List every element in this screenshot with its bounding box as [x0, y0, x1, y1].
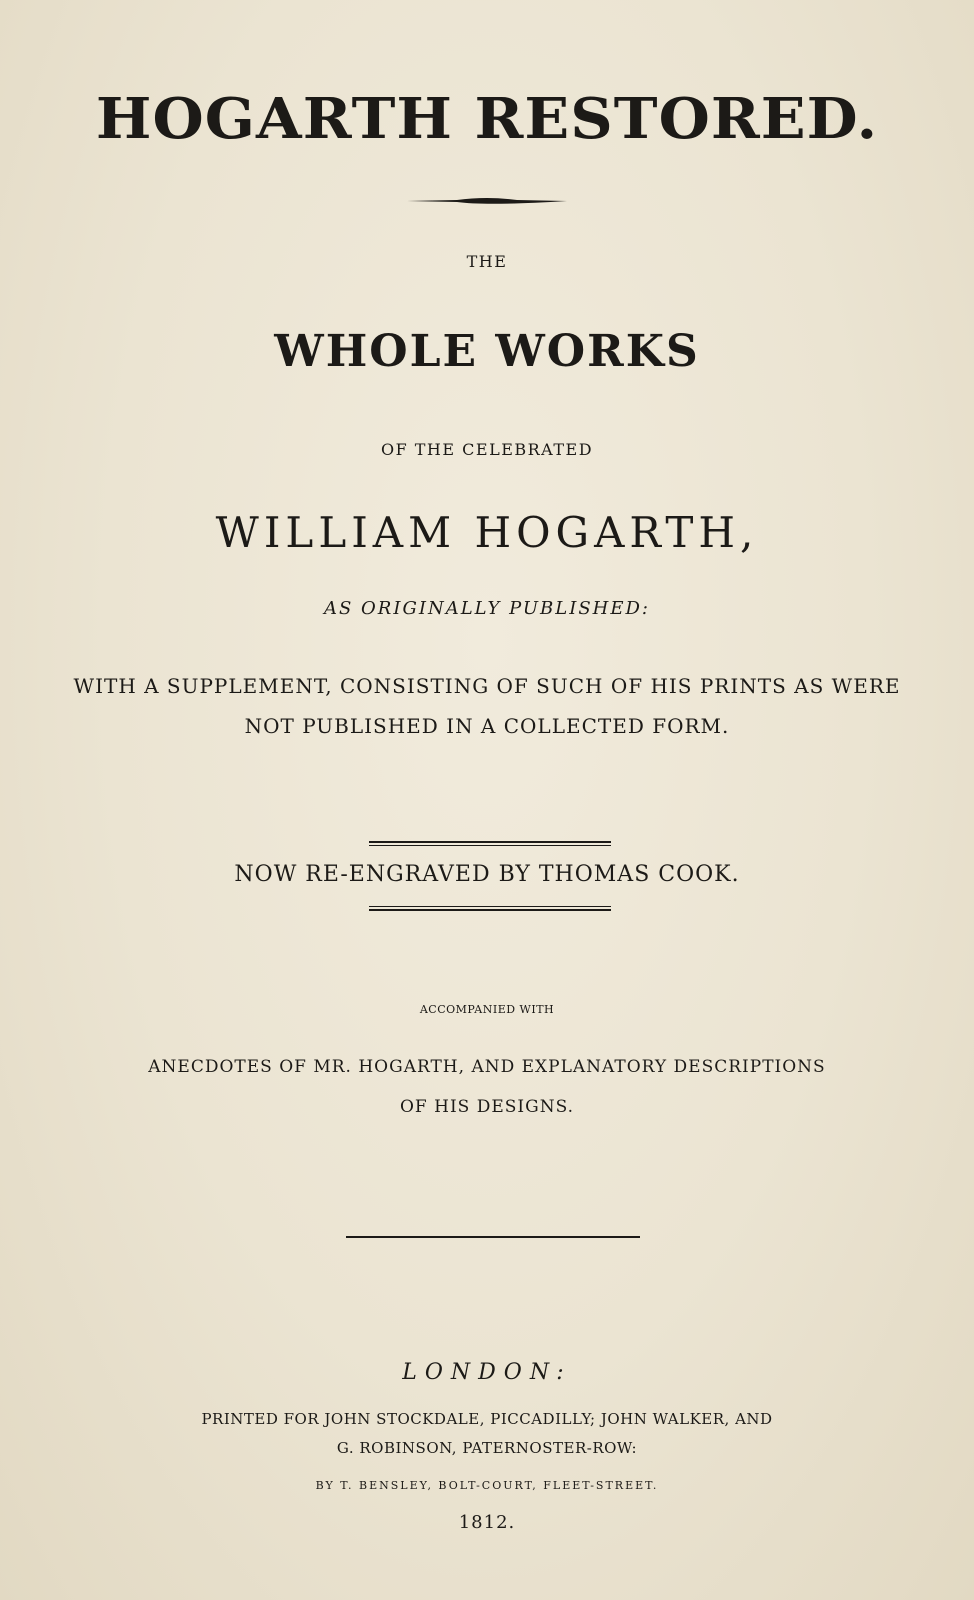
of-the-celebrated-label: OF THE CELEBRATED — [380, 440, 594, 459]
imprint-city: LONDON: — [402, 1360, 572, 1385]
accompanied-with-label: ACCOMPANIED WITH — [419, 1003, 555, 1016]
artist-name: WILLIAM HOGARTH, — [215, 508, 759, 557]
anecdotes-line-1: ANECDOTES OF MR. HOGARTH, AND EXPLANATORY DESCRIPTIONS — [148, 1057, 826, 1077]
supplement-line-2: NOT PUBLISHED IN A COLLECTED FORM. — [244, 714, 730, 738]
double-rule-bottom-a — [369, 906, 611, 907]
book-title: HOGARTH RESTORED. — [95, 86, 879, 152]
whole-works-heading: WHOLE WORKS — [274, 326, 700, 377]
supplement-line-1: WITH A SUPPLEMENT, CONSISTING OF SUCH OF HIS PRINTS AS WERE — [73, 674, 901, 698]
double-rule-top-a — [369, 841, 611, 843]
imprint-printer: BY T. BENSLEY, BOLT-COURT, FLEET-STREET. — [315, 1479, 659, 1492]
anecdotes-line-2: OF HIS DESIGNS. — [399, 1097, 575, 1117]
re-engraved-line: NOW RE-ENGRAVED BY THOMAS COOK. — [234, 862, 740, 887]
the-label: THE — [466, 252, 508, 271]
ornamental-rule — [407, 196, 567, 206]
double-rule-bottom-b — [369, 909, 611, 911]
imprint-printed-line-2: G. ROBINSON, PATERNOSTER-ROW: — [336, 1439, 638, 1457]
imprint-printed-line-1: PRINTED FOR JOHN STOCKDALE, PICCADILLY; JOHN WALKER, AND — [201, 1410, 773, 1428]
as-originally-published: AS ORIGINALLY PUBLISHED: — [324, 598, 650, 619]
double-rule-top-b — [369, 845, 611, 846]
imprint-year: 1812. — [458, 1512, 516, 1533]
rule-above-imprint — [346, 1236, 640, 1238]
